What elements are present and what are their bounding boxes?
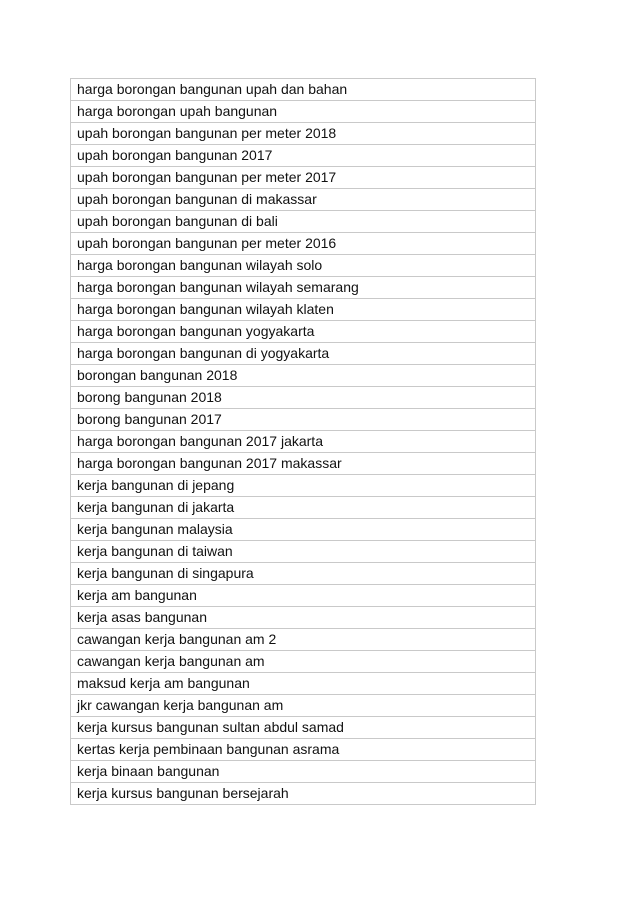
table-row — [71, 189, 536, 211]
table-row — [71, 475, 536, 497]
keyword-cell[interactable]: harga borongan bangunan wilayah semarang — [71, 277, 536, 299]
table-row — [71, 497, 536, 519]
keyword-cell[interactable]: kerja bangunan malaysia — [71, 519, 536, 541]
keyword-cell[interactable]: harga borongan bangunan yogyakarta — [71, 321, 536, 343]
table-row — [71, 255, 536, 277]
keyword-cell[interactable]: upah borongan bangunan di bali — [71, 211, 536, 233]
keyword-cell[interactable]: kerja kursus bangunan bersejarah — [71, 783, 536, 805]
table-row — [71, 365, 536, 387]
keyword-cell[interactable]: harga borongan bangunan upah dan bahan — [71, 79, 536, 101]
keyword-cell[interactable]: kerja binaan bangunan — [71, 761, 536, 783]
keyword-cell[interactable]: upah borongan bangunan 2017 — [71, 145, 536, 167]
keyword-cell[interactable]: harga borongan upah bangunan — [71, 101, 536, 123]
keyword-table-body — [71, 79, 536, 805]
table-row — [71, 585, 536, 607]
keyword-table — [70, 78, 536, 805]
table-row — [71, 299, 536, 321]
keyword-cell[interactable]: kerja asas bangunan — [71, 607, 536, 629]
table-row — [71, 739, 536, 761]
keyword-cell[interactable]: kerja bangunan di jepang — [71, 475, 536, 497]
table-row — [71, 673, 536, 695]
keyword-cell[interactable]: cawangan kerja bangunan am — [71, 651, 536, 673]
keyword-cell[interactable]: kerja am bangunan — [71, 585, 536, 607]
keyword-cell[interactable]: harga borongan bangunan 2017 jakarta — [71, 431, 536, 453]
table-row — [71, 761, 536, 783]
keyword-cell[interactable]: upah borongan bangunan per meter 2018 — [71, 123, 536, 145]
keyword-cell[interactable]: harga borongan bangunan wilayah klaten — [71, 299, 536, 321]
keyword-cell[interactable]: kertas kerja pembinaan bangunan asrama — [71, 739, 536, 761]
keyword-cell[interactable]: borong bangunan 2017 — [71, 409, 536, 431]
keyword-cell[interactable]: kerja bangunan di singapura — [71, 563, 536, 585]
table-row — [71, 629, 536, 651]
table-row — [71, 79, 536, 101]
table-row — [71, 123, 536, 145]
table-row — [71, 277, 536, 299]
table-row — [71, 607, 536, 629]
table-row — [71, 101, 536, 123]
keyword-cell[interactable]: upah borongan bangunan per meter 2016 — [71, 233, 536, 255]
keyword-cell[interactable]: harga borongan bangunan 2017 makassar — [71, 453, 536, 475]
table-row — [71, 387, 536, 409]
keyword-cell[interactable]: kerja bangunan di jakarta — [71, 497, 536, 519]
keyword-cell[interactable]: borongan bangunan 2018 — [71, 365, 536, 387]
table-row — [71, 233, 536, 255]
table-row — [71, 409, 536, 431]
table-row — [71, 783, 536, 805]
table-row — [71, 167, 536, 189]
table-row — [71, 695, 536, 717]
table-row — [71, 145, 536, 167]
table-row — [71, 717, 536, 739]
table-row — [71, 453, 536, 475]
table-row — [71, 519, 536, 541]
table-row — [71, 563, 536, 585]
keyword-cell[interactable]: maksud kerja am bangunan — [71, 673, 536, 695]
table-row — [71, 541, 536, 563]
keyword-cell[interactable]: upah borongan bangunan di makassar — [71, 189, 536, 211]
keyword-cell[interactable]: harga borongan bangunan di yogyakarta — [71, 343, 536, 365]
table-row — [71, 343, 536, 365]
table-row — [71, 211, 536, 233]
table-row — [71, 321, 536, 343]
keyword-cell[interactable]: harga borongan bangunan wilayah solo — [71, 255, 536, 277]
table-row — [71, 651, 536, 673]
keyword-cell[interactable]: cawangan kerja bangunan am 2 — [71, 629, 536, 651]
keyword-cell[interactable]: kerja kursus bangunan sultan abdul samad — [71, 717, 536, 739]
keyword-cell[interactable]: upah borongan bangunan per meter 2017 — [71, 167, 536, 189]
keyword-cell[interactable]: borong bangunan 2018 — [71, 387, 536, 409]
table-row — [71, 431, 536, 453]
keyword-cell[interactable]: jkr cawangan kerja bangunan am — [71, 695, 536, 717]
keyword-cell[interactable]: kerja bangunan di taiwan — [71, 541, 536, 563]
